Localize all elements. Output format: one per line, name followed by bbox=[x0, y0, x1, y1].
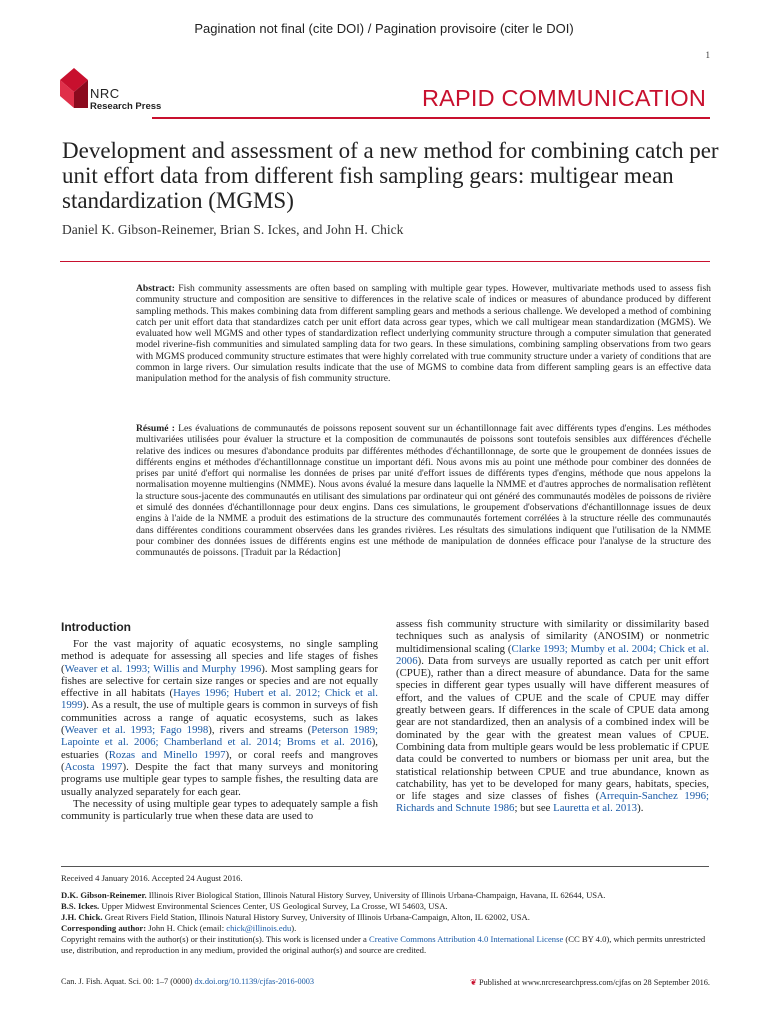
citation-link[interactable]: Acosta 1997 bbox=[64, 760, 123, 773]
body-column-left bbox=[61, 638, 378, 822]
body-text: ). bbox=[637, 802, 644, 815]
copyright-notice bbox=[61, 934, 711, 956]
copyright-text-end: (CC BY 4.0), which permits unrestricted use, distribution, and reproduction in any medium, provided the original author(s) and source are credited. bbox=[61, 934, 706, 955]
section-label: RAPID COMMUNICATION bbox=[421, 85, 706, 111]
email-link[interactable]: chick@illinois.edu bbox=[226, 923, 292, 933]
intro-paragraph-2 bbox=[61, 798, 378, 823]
logo-research-press-text: Research Press bbox=[90, 101, 162, 112]
body-text: ). Most sampling gears for fishes are selective for certain size ranges or species and are not equally effective in all habitats ( bbox=[61, 662, 379, 700]
body-text: ), rivers and streams ( bbox=[208, 724, 312, 737]
body-text: ). As a result, the use of multiple gears is common in surveys of fish communities across a range of aquatic ecosystems, such as lakes ( bbox=[61, 699, 378, 737]
received-dates: Received 4 January 2016. Accepted 24 August 2016. bbox=[61, 873, 243, 883]
pagination-notice: Pagination not final (cite DOI) / Pagination provisoire (citer le DOI) bbox=[194, 21, 574, 36]
body-text: The necessity of using multiple gear types to adequately sample a fish community is particularly true when these data are used to bbox=[61, 797, 378, 823]
body-text: ), estuaries ( bbox=[61, 736, 378, 761]
nrc-logo[interactable] bbox=[60, 68, 162, 120]
body-text: ). Despite the fact that many surveys and monitoring programs use multiple gear types to sample fishes, the resulting data are usually analyzed separately for each gear. bbox=[61, 760, 379, 798]
abstract-text: Fish community assessments are often based on sampling with multiple gear types. However, multivariate methods used to assess fish community structure and composition are sensitive to differences in the relative scale of indices or measures of abundance produced by different sampling methods. This makes combining data from different sampling gears and methods a serious challenge. We developed a method of combining catch per unit effort data that standardizes catch per unit effort data across gear types, which we call multigear mean standardization (MGMS). We evaluated how well MGMS and other types of standardization reflect underlying community structure through a computer simulation that generated model riverine-fish communities and simulated sampling data for two gears. In these simulations, combining sampling observations from two gears with MGMS produced community structure estimates that were highly correlated with true community structure under a variety of conditions that are common in large rivers. Our simulation results indicate that the use of MGMS to combine data from different sampling gears is an effective data manipulation method for the analysis of fish community structure. bbox=[136, 283, 711, 385]
citation-link[interactable]: Weaver et al. 1993; Fago 1998 bbox=[64, 724, 209, 737]
author-list: Daniel K. Gibson-Reinemer, Brian S. Ickes, and John H. Chick bbox=[62, 222, 404, 237]
affiliations-block bbox=[61, 890, 711, 956]
citation-link[interactable]: Clarke 1993; Mumby et al. 2004; Chick et al. 2006 bbox=[396, 642, 709, 667]
citation-link[interactable]: Rozas and Minello 1997 bbox=[108, 748, 226, 761]
body-text: ). Data from surveys are usually reported as catch per unit effort (CPUE), rather than a direct measure of abundance. Data for the same species in different gear types usually will have different measures of effort, and the values of CPUE and the scale of CPUE may differ greatly between gears. If differences in the scale of CPUE data among gear are not standardized, then an analysis of a combined index will be dominated by the gear with the greatest mean values of CPUE. Combining data from multiple gears would be less problematic if CPUE data could be converted to numbers or biomass per unit area, but the statistical relationship between CPUE and true abundance, known as catchability, has yet to be developed for many gears, habitats, species, or life stages and size classes of fishes ( bbox=[396, 654, 709, 803]
published-text: Published at www.nrcresearchpress.com/cjfas on 28 September 2016. bbox=[478, 978, 710, 987]
affiliation-name: B.S. Ickes. bbox=[61, 901, 100, 911]
abstract-label: Abstract: bbox=[136, 283, 175, 294]
footer-published bbox=[470, 977, 710, 987]
maple-leaf-icon: ❦ bbox=[469, 978, 477, 987]
body-text: ), or coral reefs and mangroves ( bbox=[61, 748, 378, 773]
article-title: Development and assessment of a new method for combining catch per unit effort data from different fish sampling gears: multigear mean standardization (MGMS) bbox=[62, 138, 719, 213]
introduction-heading: Introduction bbox=[61, 620, 131, 634]
citation-link[interactable]: Peterson 1989; Lapointe et al. 2006; Chamberland et al. 2014; Broms et al. 2016 bbox=[61, 724, 378, 749]
affiliation-text: Great Rivers Field Station, Illinois Natural History Survey, University of Illinois Urbana-Campaign, Alton, IL 62002, USA. bbox=[102, 912, 530, 922]
doi-link[interactable]: dx.doi.org/10.1139/cjfas-2016-0003 bbox=[194, 977, 315, 986]
citation-text: Can. J. Fish. Aquat. Sci. 00: 1–7 (0000) bbox=[61, 977, 195, 986]
affiliation-text: Illinois River Biological Station, Illinois Natural History Survey, University of Illinois Urbana-Champaign, Havana, IL 62644, USA. bbox=[146, 890, 606, 900]
abstract-french bbox=[136, 423, 711, 559]
resume-label: Résumé : bbox=[136, 423, 175, 434]
affiliation-name: J.H. Chick. bbox=[61, 912, 103, 922]
corresponding-label: Corresponding author: bbox=[61, 923, 147, 933]
resume-text: Les évaluations de communautés de poissons reposent souvent sur un échantillonnage fait avec différents types d'engins. Les méthodes multivariées utilisées pour évaluer la structure et la composition de communautés de poissons sont toutefois sensibles aux différences d'échelle relative des indices ou mesures d'abondance produits par différentes méthodes d'échantillonnage, de sorte que le groupement de données issues de différents engins et méthodes d'échantillonnage constitue un important défi. Nous avons mis au point une méthode pour combiner des données de prises par unité d'effort qui normalise les données de prises par unité d'effort issues de différents types d'engins, méthode que nous appelons la normalisation moyenne multiengins (NMME). Nous avons évalué la mesure dans laquelle la NMME et d'autres approches de normalisation reflètent la structure sous-jacente des communautés en utilisant des simulations par ordinateur qui ont généré des communautés modèles de poissons de rivière et simulé des données d'échantillonnage pour deux engins. Dans ces simulations, le groupement d'observations d'échantillonnage issues de deux engins à l'aide de la NMME a produit des estimations de la structure des communautés fortement corrélées à la structure réelle des communautés dans différentes conditions couramment observées dans les grandes rivières. Les résultats des simulations indiquent que l'utilisation de la NMME pour combiner des données issues de différents engins est une méthode de manipulation de données efficace pour l'analyse de la structure des communautés de poissons. [Traduit par la Rédaction] bbox=[136, 423, 711, 559]
body-column-right bbox=[396, 618, 709, 815]
affiliation-text: Upper Midwest Environmental Sciences Center, US Geological Survey, La Crosse, WI 54603, USA. bbox=[99, 901, 448, 911]
abstract-english bbox=[136, 283, 711, 385]
logo-nrc-text: NRC bbox=[90, 86, 120, 101]
license-link[interactable]: Creative Commons Attribution 4.0 International License bbox=[368, 934, 564, 944]
affiliation-2 bbox=[61, 901, 711, 912]
body-text: assess fish community structure with similarity or dissimilarity based techniques such as analysis of similarity (ANOSIM) or nonmetric multidimensional scaling ( bbox=[396, 618, 709, 655]
citation-link[interactable]: Arrequin-Sanchez 1996; Richards and Schnute 1986 bbox=[396, 790, 709, 815]
title-rule bbox=[60, 261, 710, 262]
affiliation-1 bbox=[61, 890, 711, 901]
corresponding-end: ). bbox=[291, 923, 297, 933]
affiliation-name: D.K. Gibson-Reinemer. bbox=[61, 890, 147, 900]
corresponding-author bbox=[61, 923, 711, 934]
body-text: ; but see bbox=[514, 802, 554, 815]
copyright-text: Copyright remains with the author(s) or their institution(s). This work is licensed under a bbox=[61, 934, 369, 944]
header-rule bbox=[152, 117, 710, 119]
intro-paragraph-3 bbox=[396, 618, 709, 815]
page-number: 1 bbox=[705, 50, 710, 60]
citation-link[interactable]: Lauretta et al. 2013 bbox=[553, 802, 638, 815]
footer-citation bbox=[61, 977, 314, 986]
affiliation-3 bbox=[61, 912, 711, 923]
citation-link[interactable]: Hayes 1996; Hubert et al. 2012; Chick et al. 1999 bbox=[61, 687, 378, 712]
corresponding-text: John H. Chick (email: bbox=[146, 923, 227, 933]
footnote-rule bbox=[61, 866, 709, 867]
citation-link[interactable]: Weaver et al. 1993; Willis and Murphy 1996 bbox=[64, 662, 262, 675]
intro-paragraph-1 bbox=[61, 638, 378, 798]
body-text: For the vast majority of aquatic ecosystems, no single sampling method is adequate for assessing all species and life stages of fishes ( bbox=[61, 638, 378, 675]
